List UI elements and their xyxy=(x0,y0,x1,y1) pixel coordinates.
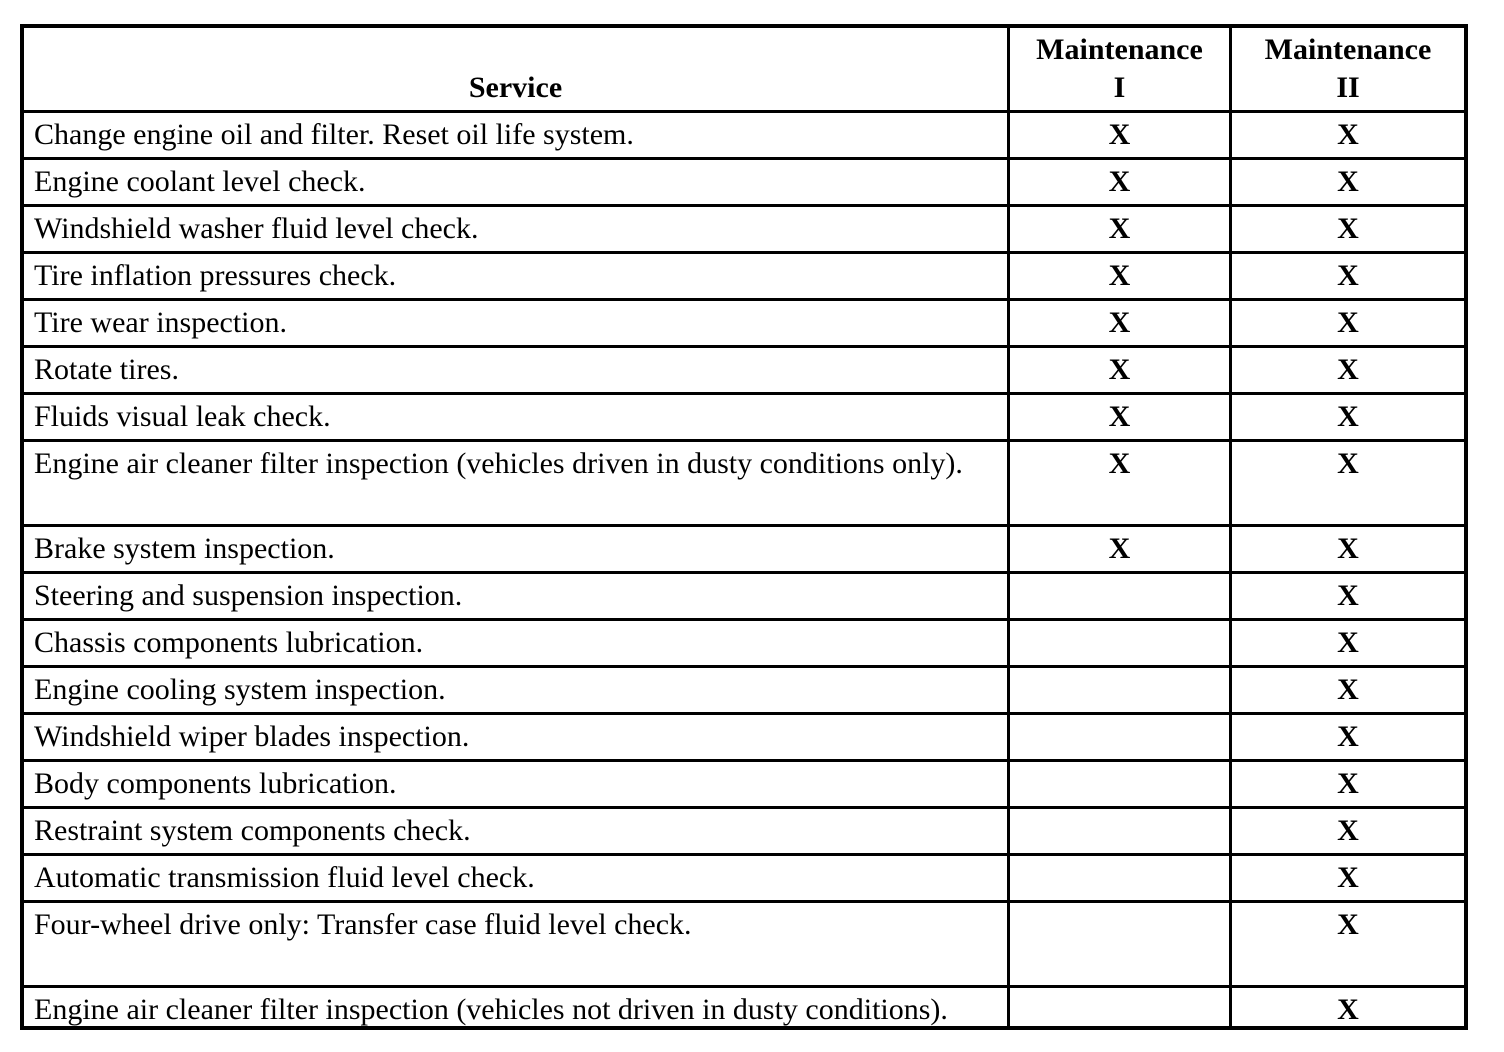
maintenance-1-mark xyxy=(1010,988,1232,1026)
maintenance-1-mark xyxy=(1010,809,1232,856)
service-cell: Automatic transmission fluid level check. xyxy=(24,856,1010,903)
header-maintenance-1-line1: Maintenance xyxy=(1036,33,1203,66)
service-cell: Body components lubrication. xyxy=(24,762,1010,809)
maintenance-1-mark xyxy=(1010,715,1232,762)
header-maintenance-1-line2: I xyxy=(1113,71,1126,104)
maintenance-1-mark: X xyxy=(1010,160,1232,207)
service-cell: Tire wear inspection. xyxy=(24,301,1010,348)
maintenance-2-mark: X xyxy=(1232,621,1464,668)
maintenance-2-mark: X xyxy=(1232,442,1464,527)
maintenance-2-mark: X xyxy=(1232,207,1464,254)
maintenance-1-mark: X xyxy=(1010,113,1232,160)
service-cell: Tire inflation pressures check. xyxy=(24,254,1010,301)
maintenance-1-mark: X xyxy=(1010,348,1232,395)
maintenance-1-mark xyxy=(1010,762,1232,809)
header-maintenance-2 xyxy=(1232,28,1464,113)
maintenance-1-mark xyxy=(1010,621,1232,668)
maintenance-2-mark: X xyxy=(1232,527,1464,574)
header-maintenance-2-line1: Maintenance xyxy=(1264,33,1432,66)
maintenance-2-mark: X xyxy=(1337,993,1359,1026)
maintenance-2-mark: X xyxy=(1232,348,1464,395)
maintenance-2-mark: X xyxy=(1232,809,1464,856)
maintenance-2-mark: X xyxy=(1232,903,1464,988)
service-cell: Windshield washer fluid level check. xyxy=(24,207,1010,254)
maintenance-1-mark xyxy=(1010,856,1232,903)
maintenance-2-mark: X xyxy=(1232,574,1464,621)
maintenance-1-mark xyxy=(1010,574,1232,621)
header-service xyxy=(24,28,1010,113)
service-cell: Windshield wiper blades inspection. xyxy=(24,715,1010,762)
service-cell: Rotate tires. xyxy=(24,348,1010,395)
header-maintenance-1 xyxy=(1010,28,1232,113)
maintenance-1-mark xyxy=(1010,668,1232,715)
maintenance-1-mark xyxy=(1010,903,1232,988)
service-cell: Change engine oil and filter. Reset oil life system. xyxy=(24,113,1010,160)
maintenance-table xyxy=(20,24,1468,1030)
maintenance-2-mark: X xyxy=(1232,160,1464,207)
service-cell: Engine air cleaner filter inspection (vehicles driven in dusty conditions only). xyxy=(24,442,1010,527)
service-cell: Engine coolant level check. xyxy=(24,160,1010,207)
service-cell: Engine cooling system inspection. xyxy=(24,668,1010,715)
maintenance-1-mark: X xyxy=(1010,301,1232,348)
service-cell: Fluids visual leak check. xyxy=(24,395,1010,442)
maintenance-2-mark: X xyxy=(1232,113,1464,160)
service-cell: Steering and suspension inspection. xyxy=(24,574,1010,621)
service-cell: Engine air cleaner filter inspection (vehicles not driven in dusty conditions). xyxy=(24,988,1010,1026)
maintenance-2-mark: X xyxy=(1232,762,1464,809)
service-cell: Four-wheel drive only: Transfer case fluid level check. xyxy=(24,903,1010,988)
service-cell: Chassis components lubrication. xyxy=(24,621,1010,668)
maintenance-1-mark: X xyxy=(1010,527,1232,574)
header-maintenance-2-line2: II xyxy=(1336,71,1360,104)
maintenance-1-mark: X xyxy=(1010,207,1232,254)
maintenance-2-mark: X xyxy=(1232,254,1464,301)
header-service-label: Service xyxy=(468,71,563,104)
service-cell: Brake system inspection. xyxy=(24,527,1010,574)
maintenance-2-mark: X xyxy=(1232,856,1464,903)
maintenance-2-mark: X xyxy=(1232,395,1464,442)
service-cell: Restraint system components check. xyxy=(24,809,1010,856)
maintenance-2-mark: X xyxy=(1232,668,1464,715)
maintenance-1-mark: X xyxy=(1010,395,1232,442)
maintenance-1-mark: X xyxy=(1010,442,1232,527)
maintenance-2-mark: X xyxy=(1232,301,1464,348)
maintenance-2-mark: X xyxy=(1232,715,1464,762)
maintenance-1-mark: X xyxy=(1010,254,1232,301)
